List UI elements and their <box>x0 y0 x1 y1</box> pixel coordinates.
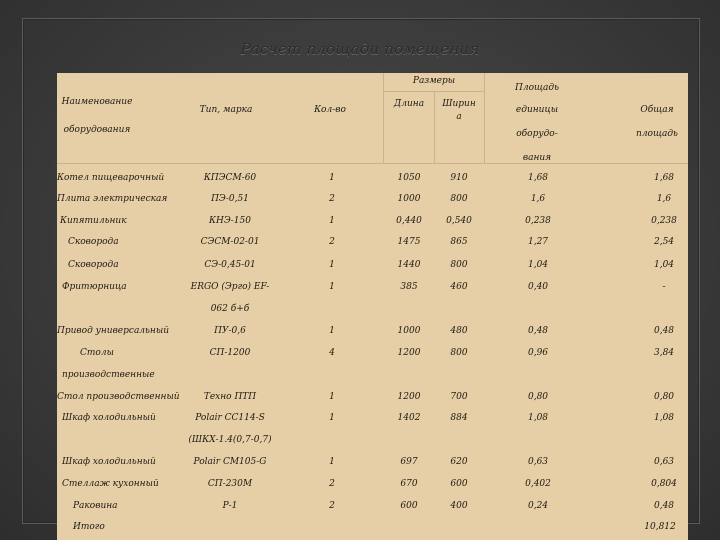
header-dims: Размеры <box>412 76 456 86</box>
row-total: - <box>662 282 666 292</box>
row-length: 0,440 <box>396 216 422 226</box>
row-name: Сковорода <box>68 237 119 247</box>
dims-middle-border <box>434 91 435 163</box>
row-qty: 2 <box>329 237 335 247</box>
row-qty: 1 <box>329 457 335 467</box>
row-qty: 2 <box>329 501 335 511</box>
row-total: 1,08 <box>653 413 675 423</box>
row-length: 1000 <box>397 194 421 204</box>
row-name: Шкаф холодильный <box>62 457 156 467</box>
row-width: 865 <box>450 237 468 247</box>
row-qty: 1 <box>329 392 335 402</box>
row-name: Сковорода <box>68 260 119 270</box>
row-width: 800 <box>450 260 468 270</box>
row-length: 1050 <box>397 173 421 183</box>
row-width: 400 <box>450 501 468 511</box>
row-qty: 1 <box>329 260 335 270</box>
row-unit-area: 0,40 <box>527 282 549 292</box>
row-width: 620 <box>450 457 468 467</box>
row-length: 1200 <box>397 392 421 402</box>
row-total: 1,04 <box>653 260 675 270</box>
row-length: 385 <box>400 282 418 292</box>
row-name: Столы <box>80 348 114 358</box>
row-qty: 2 <box>329 194 335 204</box>
header-area-line1: Площадь <box>515 83 559 93</box>
row-type: СП-1200 <box>209 348 251 358</box>
row-unit-area: 1,6 <box>530 194 546 204</box>
header-width-line1: Ширин <box>442 99 476 109</box>
row-type: ERGO (Эрго) EF- <box>190 282 270 292</box>
row-unit-area: 0,402 <box>525 479 551 489</box>
row-length: 670 <box>400 479 418 489</box>
page-title: Расчет площади помещения <box>240 40 480 58</box>
row-type: ПУ-0,6 <box>214 326 246 336</box>
row-type: Polair CM105-G <box>193 457 267 467</box>
row-name: Плита электрическая <box>57 194 168 204</box>
table-background <box>57 73 688 540</box>
row-total: 1,68 <box>653 173 675 183</box>
row-unit-area: 0,238 <box>525 216 551 226</box>
row-name-cont: производственные <box>62 370 155 380</box>
row-length: 1200 <box>397 348 421 358</box>
row-total: 0,80 <box>653 392 675 402</box>
total-label: Итого <box>73 522 105 532</box>
header-length: Длина <box>393 99 425 109</box>
row-width: 800 <box>450 348 468 358</box>
row-qty: 1 <box>329 173 335 183</box>
row-width: 700 <box>450 392 468 402</box>
row-length: 697 <box>400 457 418 467</box>
row-width: 0,540 <box>446 216 472 226</box>
row-name: Стол производственный <box>57 392 180 402</box>
header-divider <box>57 163 688 164</box>
row-length: 600 <box>400 501 418 511</box>
header-total-line1: Общая <box>640 105 674 115</box>
row-total: 1,6 <box>656 194 672 204</box>
grand-total: 10,812 <box>644 522 676 532</box>
row-width: 910 <box>450 173 468 183</box>
header-area-line3: оборудо- <box>516 129 558 139</box>
header-type: Тип, марка <box>199 105 253 115</box>
row-type-cont: 062 б+б <box>210 304 250 314</box>
row-type: СЭСМ-02-01 <box>200 237 260 247</box>
row-unit-area: 1,68 <box>527 173 549 183</box>
header-width-line2: а <box>456 112 462 122</box>
row-name: Стеллаж кухонный <box>62 479 159 489</box>
row-type: Polair CC114-S <box>195 413 265 423</box>
row-total: 0,48 <box>653 326 675 336</box>
row-length: 1440 <box>397 260 421 270</box>
dims-under-line <box>383 91 484 92</box>
row-unit-area: 0,80 <box>527 392 549 402</box>
header-total-line2: площадь <box>636 129 678 139</box>
row-qty: 1 <box>329 326 335 336</box>
row-length: 1402 <box>397 413 421 423</box>
row-width: 600 <box>450 479 468 489</box>
row-width: 460 <box>450 282 468 292</box>
row-name: Привод универсальный <box>57 326 169 336</box>
header-area-line2: единицы <box>515 105 559 115</box>
row-total: 3,84 <box>653 348 675 358</box>
dims-right-border <box>484 73 485 163</box>
row-length: 1475 <box>397 237 421 247</box>
dims-left-border <box>383 73 384 163</box>
row-unit-area: 1,08 <box>527 413 549 423</box>
row-qty: 4 <box>329 348 335 358</box>
row-type: СЭ-0,45-01 <box>204 260 256 270</box>
row-unit-area: 0,96 <box>527 348 549 358</box>
header-area-line4: вания <box>522 153 552 163</box>
row-width: 884 <box>450 413 468 423</box>
row-name: Шкаф холодильный <box>62 413 156 423</box>
row-unit-area: 0,48 <box>527 326 549 336</box>
row-unit-area: 1,27 <box>527 237 549 247</box>
row-type: СП-230М <box>207 479 253 489</box>
row-width: 800 <box>450 194 468 204</box>
row-length: 1000 <box>397 326 421 336</box>
row-qty: 1 <box>329 413 335 423</box>
row-name: Раковина <box>73 501 118 511</box>
row-total: 0,48 <box>653 501 675 511</box>
header-name-line2: оборудования <box>63 125 131 135</box>
row-total: 0,238 <box>651 216 677 226</box>
header-qty: Кол-во <box>314 105 346 115</box>
row-unit-area: 0,63 <box>527 457 549 467</box>
row-qty: 1 <box>329 282 335 292</box>
row-qty: 2 <box>329 479 335 489</box>
header-name-line1: Наименование <box>61 97 133 107</box>
row-name: Фритюрница <box>62 282 127 292</box>
row-unit-area: 0,24 <box>527 501 549 511</box>
row-type: Техно ПТП <box>203 392 257 402</box>
row-name: Кипятильник <box>60 216 127 226</box>
row-type: ПЭ-0,51 <box>211 194 249 204</box>
row-type: КПЭСМ-60 <box>203 173 257 183</box>
row-type-cont: (ШКХ-1.4(0,7-0,7) <box>188 435 272 445</box>
row-width: 480 <box>450 326 468 336</box>
row-total: 0,63 <box>653 457 675 467</box>
row-qty: 1 <box>329 216 335 226</box>
row-total: 2,54 <box>653 237 675 247</box>
row-type: Р-1 <box>222 501 238 511</box>
row-unit-area: 1,04 <box>527 260 549 270</box>
row-name: Котел пищеварочный <box>57 173 165 183</box>
row-total: 0,804 <box>651 479 677 489</box>
row-type: КНЭ-150 <box>209 216 251 226</box>
